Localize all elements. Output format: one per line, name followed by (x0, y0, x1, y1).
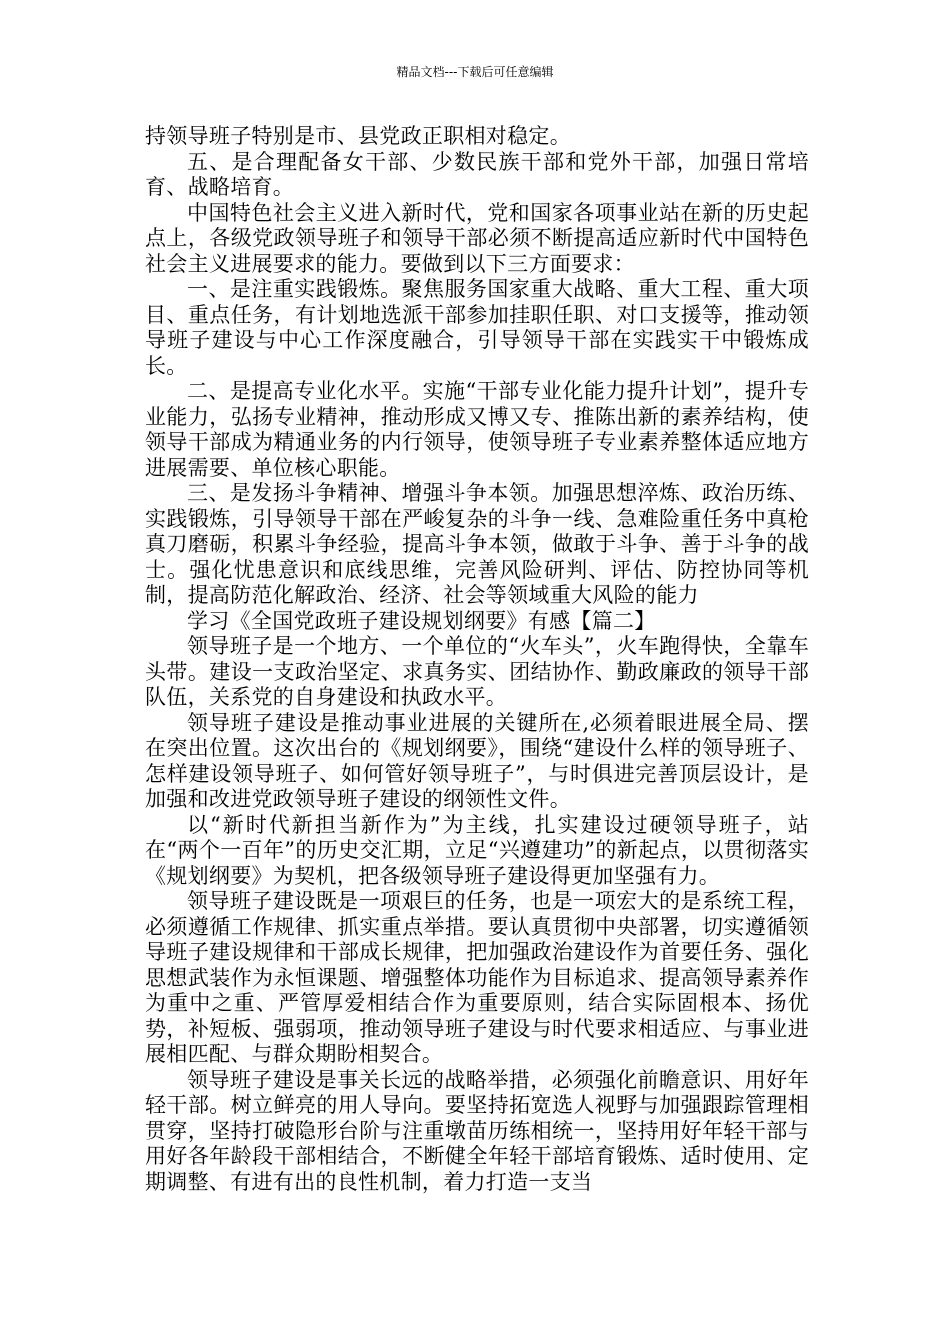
paragraph: 二、是提高专业化水平。实施“干部专业化能力提升计划”，提升专业能力，弘扬专业精神，推动形成又博又专、推陈出新的素养结构，使领导干部成为精通业务的内行领导，使领导班子专业素养整体适应地方进展需要、单位核心职能。 (145, 379, 809, 480)
paragraph: 持领导班子特别是市、县党政正职相对稳定。 (145, 124, 571, 148)
paragraph: 领导班子建设是事关长远的战略举措，必须强化前瞻意识、用好年轻干部。树立鲜亮的用人导向。要坚持拓宽选人视野与加强跟踪管理相贯穿，坚持打破隐形台阶与注重墩苗历练相统一，坚持用好年轻干部与用好各年龄段干部相结合，不断健全年轻干部培育锻炼、适时使用、定期调整、有进有出的良性机制，着力打造一支当 (145, 1067, 809, 1194)
paragraph: 领导班子是一个地方、一个单位的“火车头”，火车跑得快，全靠车头带。建设一支政治坚定、求真务实、团结协作、勤政廉政的领导干部队伍，关系党的自身建设和执政水平。 (145, 634, 809, 709)
paragraph: 一、是注重实践锻炼。聚焦服务国家重大战略、重大工程、重大项目、重点任务，有计划地选派干部参加挂职任职、对口支援等，推动领导班子建设与中心工作深度融合，引导领导干部在实践实干中锻炼成长。 (145, 277, 809, 378)
page-header: 精品文档---下载后可任意编辑 (396, 65, 554, 79)
paragraph: 领导班子建设是推动事业进展的关键所在,必须着眼进展全局、摆在突出位置。这次出台的《规划纲要》，围绕“建设什么样的领导班子、怎样建设领导班子、如何管好领导班子”，与时俱进完善顶层设计，是加强和改进党政领导班子建设的纲领性文件。 (145, 710, 809, 811)
paragraph: 五、是合理配备女干部、少数民族干部和党外干部，加强日常培育、战略培育。 (145, 149, 809, 199)
section-heading: 学习《全国党政班子建设规划纲要》有感【篇二】 (187, 608, 656, 633)
paragraph: 中国特色社会主义进入新时代，党和国家各项事业站在新的历史起点上，各级党政领导班子和领导干部必须不断提高适应新时代中国特色社会主义进展要求的能力。要做到以下三方面要求： (145, 200, 809, 276)
document-body (145, 124, 809, 1195)
paragraph: 三、是发扬斗争精神、增强斗争本领。加强思想淬炼、政治历练、实践锻炼，引导领导干部在严峻复杂的斗争一线、急难险重任务中真枪真刀磨砺，积累斗争经验，提高斗争本领，做敢于斗争、善于斗争的战士。强化忧患意识和底线思维，完善风险研判、评估、防控协同等机制，提高防范化解政治、经济、社会等领域重大风险的能力 (145, 481, 809, 607)
paragraph: 领导班子建设既是一项艰巨的任务，也是一项宏大的是系统工程，必须遵循工作规律、抓实重点举措。要认真贯彻中央部署，切实遵循领导班子建设规律和干部成长规律，把加强政治建设作为首要任务、强化思想武装作为永恒课题、增强整体功能作为目标追求、提高领导素养作为重中之重、严管厚爱相结合作为重要原则，结合实际固根本、扬优势，补短板、强弱项，推动领导班子建设与时代要求相适应、与事业进展相匹配、与群众期盼相契合。 (145, 889, 809, 1066)
paragraph: 以“新时代新担当新作为”为主线，扎实建设过硬领导班子，站在“两个一百年”的历史交汇期，立足“兴遵建功”的新起点，以贯彻落实《规划纲要》为契机，把各级领导班子建设得更加坚强有力。 (145, 812, 809, 888)
